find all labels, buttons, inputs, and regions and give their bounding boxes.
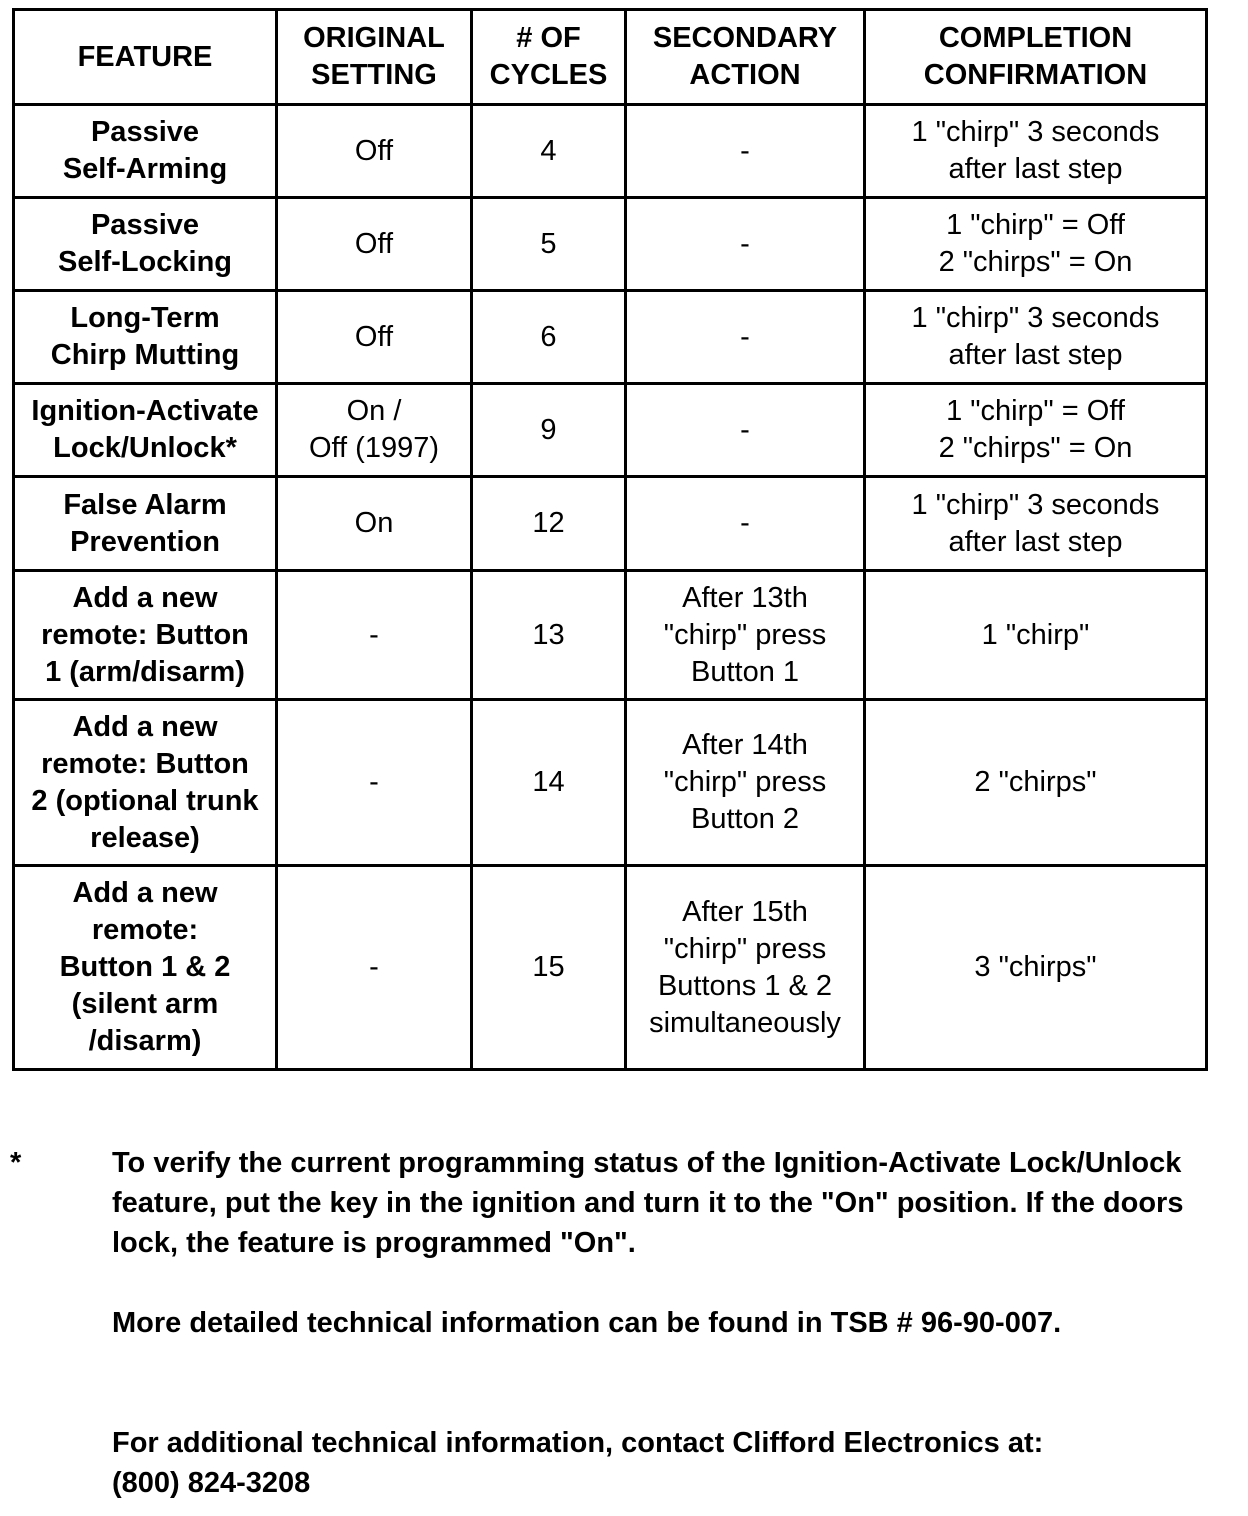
header-original-setting: ORIGINAL SETTING — [277, 10, 472, 105]
table-row — [14, 291, 1207, 384]
footnotes-block — [112, 1143, 1232, 1503]
table-row — [14, 571, 1207, 700]
secondary-action-cell: - — [626, 198, 865, 291]
contact-note — [112, 1423, 1232, 1503]
original-setting-cell: - — [277, 700, 472, 866]
cycles-cell: 13 — [472, 571, 626, 700]
secondary-action-cell: After 14th "chirp" press Button 2 — [626, 700, 865, 866]
header-secondary-action: SECONDARY ACTION — [626, 10, 865, 105]
feature-cell: False Alarm Prevention — [14, 477, 277, 571]
secondary-action-cell: - — [626, 477, 865, 571]
feature-cell: Add a new remote: Button 2 (optional trunk release) — [14, 700, 277, 866]
original-setting-cell: Off — [277, 198, 472, 291]
phone-number: (800) 824-3208 — [112, 1467, 311, 1499]
tsb-reference-note: More detailed technical information can be found in TSB # 96-90-007. — [112, 1307, 1062, 1339]
feature-cell: Ignition-Activate Lock/Unlock* — [14, 384, 277, 477]
original-setting-cell: Off — [277, 105, 472, 198]
original-setting-cell: - — [277, 866, 472, 1070]
feature-cell: Long-Term Chirp Mutting — [14, 291, 277, 384]
table-row — [14, 384, 1207, 477]
completion-confirmation-cell: 1 "chirp" — [865, 571, 1207, 700]
table-header-row — [14, 10, 1207, 105]
original-setting-cell: On — [277, 477, 472, 571]
feature-cell: Passive Self-Arming — [14, 105, 277, 198]
feature-programming-table — [12, 8, 1208, 1071]
completion-confirmation-cell: 2 "chirps" — [865, 700, 1207, 866]
feature-cell: Add a new remote: Button 1 (arm/disarm) — [14, 571, 277, 700]
secondary-action-cell: After 15th "chirp" press Buttons 1 & 2 simultaneously — [626, 866, 865, 1070]
original-setting-cell: Off — [277, 291, 472, 384]
secondary-action-cell: After 13th "chirp" press Button 1 — [626, 571, 865, 700]
secondary-action-cell: - — [626, 384, 865, 477]
cycles-cell: 6 — [472, 291, 626, 384]
table-row — [14, 866, 1207, 1070]
completion-confirmation-cell: 1 "chirp" 3 seconds after last step — [865, 105, 1207, 198]
table-row — [14, 198, 1207, 291]
completion-confirmation-cell: 1 "chirp" 3 seconds after last step — [865, 291, 1207, 384]
header-number-of-cycles: # OF CYCLES — [472, 10, 626, 105]
secondary-action-cell: - — [626, 105, 865, 198]
footnote-asterisk: * — [10, 1147, 22, 1179]
table-row — [14, 700, 1207, 866]
feature-cell: Passive Self-Locking — [14, 198, 277, 291]
completion-confirmation-cell: 3 "chirps" — [865, 866, 1207, 1070]
cycles-cell: 14 — [472, 700, 626, 866]
completion-confirmation-cell: 1 "chirp" 3 seconds after last step — [865, 477, 1207, 571]
header-completion-confirmation: COMPLETION CONFIRMATION — [865, 10, 1207, 105]
secondary-action-cell: - — [626, 291, 865, 384]
table-row — [14, 105, 1207, 198]
cycles-cell: 9 — [472, 384, 626, 477]
original-setting-cell: On / Off (1997) — [277, 384, 472, 477]
table-row — [14, 477, 1207, 571]
cycles-cell: 5 — [472, 198, 626, 291]
completion-confirmation-cell: 1 "chirp" = Off 2 "chirps" = On — [865, 198, 1207, 291]
contact-text: For additional technical information, contact Clifford Electronics at: — [112, 1427, 1044, 1459]
cycles-cell: 4 — [472, 105, 626, 198]
ignition-verify-note: To verify the current programming status of the Ignition-Activate Lock/Unlock feature, put the key in the ignition and turn it to the "On" position. If the doors lock, the feature is programmed "On". — [112, 1147, 1184, 1259]
feature-cell: Add a new remote: Button 1 & 2 (silent arm /disarm) — [14, 866, 277, 1070]
completion-confirmation-cell: 1 "chirp" = Off 2 "chirps" = On — [865, 384, 1207, 477]
cycles-cell: 12 — [472, 477, 626, 571]
original-setting-cell: - — [277, 571, 472, 700]
header-feature: FEATURE — [14, 10, 277, 105]
cycles-cell: 15 — [472, 866, 626, 1070]
